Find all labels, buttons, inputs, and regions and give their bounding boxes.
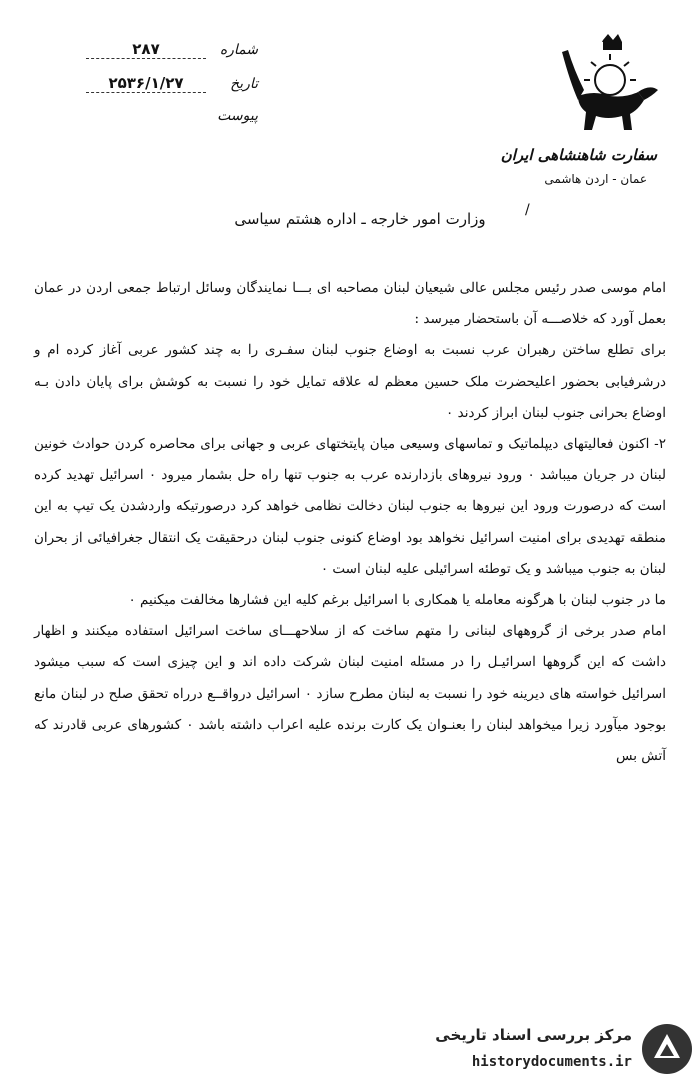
letter-body	[34, 273, 666, 772]
number-value: ۲۸۷	[86, 40, 206, 59]
paragraph-mark: /	[525, 202, 530, 218]
date-row	[58, 74, 258, 108]
paragraph-1: امام موسی صدر رئیس مجلس عالی شیعیان لبنان مصاحبه ای بـــا نمایندگان وسائل ارتباط جمعی اردن در عمان بعمل آورد که خلاصـــه آن باستحضار میرسد :	[34, 280, 666, 328]
watermark-url: historydocuments.ir	[471, 1054, 632, 1070]
number-row	[58, 40, 258, 74]
number-label: شماره	[219, 42, 258, 58]
paragraph-4: ما در جنوب لبنان با هرگونه معامله یا همکاری با اسرائیل برغم کلیه این فشارها مخالفت میکنیم ۰	[128, 592, 666, 609]
date-value: ۲۵۳۶/۱/۲۷	[86, 74, 206, 93]
addressee: وزارت امور خارجه ـ اداره هشتم سیاسی	[234, 210, 486, 228]
attachment-label: پیوست	[217, 108, 258, 124]
embassy-place: عمان - اردن هاشمی	[544, 172, 647, 186]
paragraph-3: ۲- اکنون فعالیتهای دیپلماتیک و تماسهای وسیعی میان پایتختهای عربی و جهانی برای محاصره کردن حوادث خونین لبنان در جریان میباشد ۰ ورود نیروهای بازدارنده عرب به جنوب تنها راه حل بشمار میرود ۰ اسرائیل تهدید کرده است که درصورت ورود این نیروها به جنوب لبنان دخالت نظامی خواهد کرد درصورتیکه واردشدن یک تیپ به این منطقه تهدیدی برای امنیت اسرائیل نخواهد بود اوضاع کنونی جنوب لبنان درحقیقت یک انتقال جغرافیائی از بحران لبنان به جنوب میباشد و یک توطئه اسرائیلی علیه لبنان است ۰	[34, 436, 667, 577]
attachment-row	[58, 108, 258, 142]
watermark	[396, 1020, 694, 1084]
date-label: تاریخ	[230, 76, 258, 92]
reference-block	[58, 40, 258, 142]
paragraph-2: برای تطلع ساختن رهبران عرب نسبت به اوضاع جنوب لبنان سفـری را به چند کشور عربی آغاز کرده ام و درشرفیابی بحضور اعلیحضرت ملک حسین معظم له علاقه تمایل خود را نسبت به کوشش برای پایان دادن بـه اوضاع بحرانی جنوب لبنان ابراز کردند ۰	[34, 342, 666, 421]
embassy-name: سفارت شاهنشاهی ایران	[500, 146, 657, 164]
paragraph-5: امام صدر برخی از گروههای لبنانی را متهم ساخت که از سلاحهـــای ساخت اسرائیل استفاده میکنند و اظهار داشت که این گروهها اسرائیـل را در مسئله امنیت لبنان شرکت داده اند و این چیزی است که سبب میشود اسرائیل خواسته های دیرینه خود را نسبت به لبنان مطرح سازد ۰ اسرائیل درواقــع درراه تحقق صلح در لبنان مانع بوجود میآورد زیرا میخواهد لبنان را بعنـوان یک کارت برنده علیه اعراب داشته باشد ۰ کشورهای عربی قادرند که آتش بس	[34, 623, 666, 765]
watermark-title: مرکز بررسی اسناد تاریخی	[435, 1026, 632, 1044]
archive-logo-icon	[640, 1022, 694, 1076]
lion-and-sun-emblem-icon	[548, 34, 668, 134]
